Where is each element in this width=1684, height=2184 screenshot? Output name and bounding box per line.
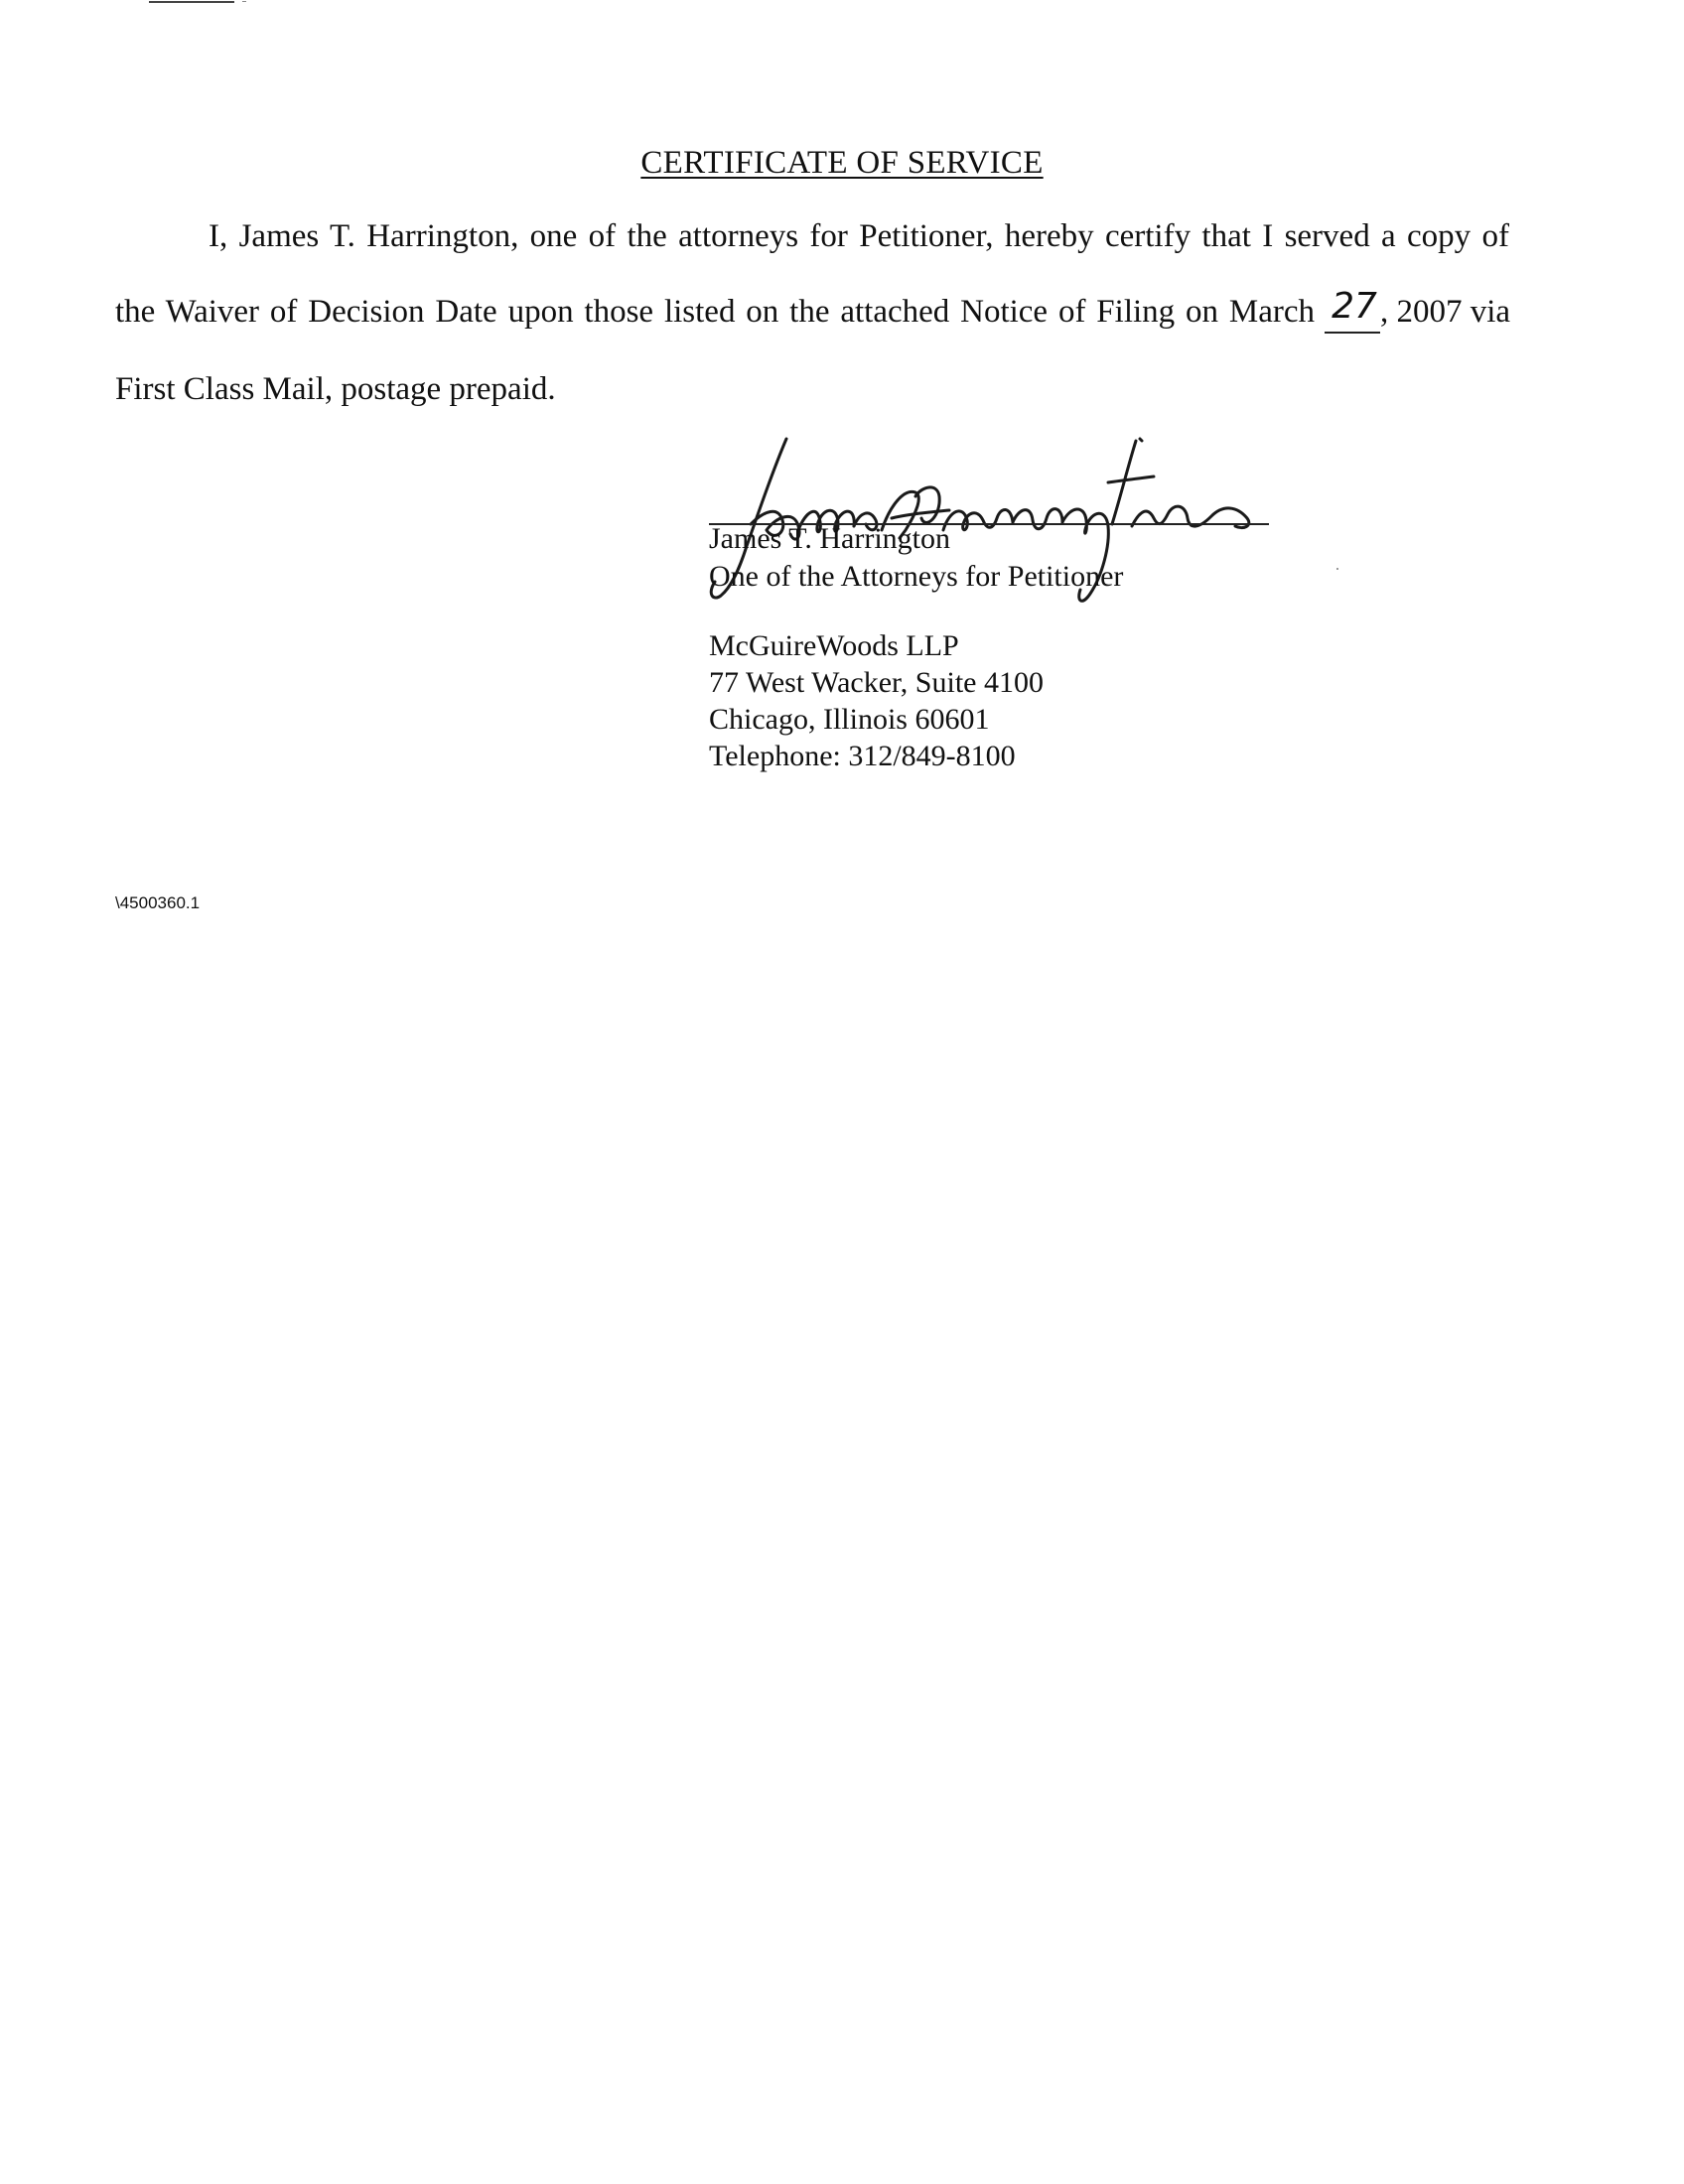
signer-name: James T. Harrington (709, 522, 951, 555)
body-line-2-year: , 2007 via (1380, 294, 1511, 330)
firm-address-block (709, 627, 1044, 774)
firm-name: McGuireWoods LLP (709, 629, 959, 662)
document-title: CERTIFICATE OF SERVICE (640, 145, 1044, 181)
firm-telephone: Telephone: 312/849-8100 (709, 740, 1016, 772)
handwritten-date-day: 27 (1332, 286, 1377, 327)
firm-city: Chicago, Illinois 60601 (709, 703, 990, 736)
body-line-1: I, James T. Harrington, one of the attorneys for Petitioner, hereby certify that I served a copy of (209, 218, 1509, 254)
document-id: \4500360.1 (115, 893, 201, 912)
body-line-2-text: the Waiver of Decision Date upon those listed on the attached Notice of Filing on March (115, 294, 1315, 330)
signer-role: One of the Attorneys for Petitioner (709, 560, 1124, 593)
top-scan-mark (149, 1, 234, 3)
top-scan-speck (242, 1, 246, 2)
body-line-3: First Class Mail, postage prepaid. (115, 371, 556, 407)
signature-block (709, 520, 1123, 596)
firm-street: 77 West Wacker, Suite 4100 (709, 666, 1044, 699)
date-blank-rule (1325, 332, 1380, 334)
scan-speck (1336, 568, 1338, 570)
